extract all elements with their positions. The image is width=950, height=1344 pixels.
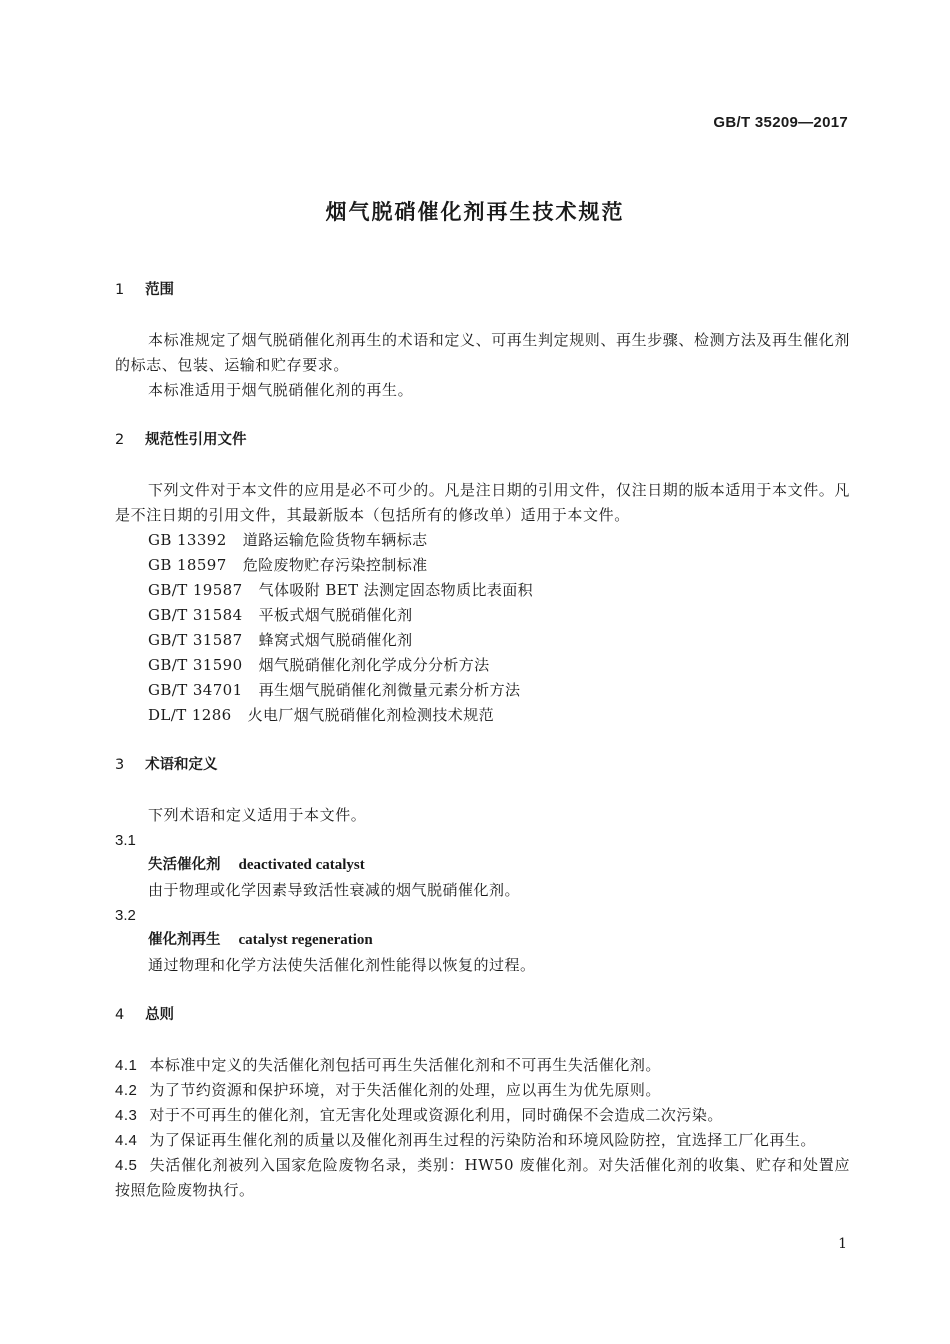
reference-code: DL/T 1286 [148,706,232,724]
reference-code: GB/T 19587 [148,581,243,599]
paragraph: 本标准适用于烟气脱硝催化剂的再生。 [148,381,414,399]
section-heading-terms-definitions [115,753,850,778]
section-number: 3 [115,757,125,773]
reference-code: GB/T 31584 [148,606,243,624]
section-number: 2 [115,432,125,448]
section-heading-normative-references [115,428,850,453]
reference-code: GB/T 31587 [148,631,243,649]
document-body [115,278,850,1203]
reference-title: 气体吸附 BET 法测定固态物质比表面积 [258,581,534,599]
section-heading-scope [115,278,850,303]
clause [115,1078,850,1103]
paragraph: 本标准规定了烟气脱硝催化剂再生的术语和定义、可再生判定规则、再生步骤、检测方法及再生催化剂的标志、包装、运输和贮存要求。 [115,331,851,374]
reference-title: 平板式烟气脱硝催化剂 [258,606,413,624]
reference-title: 烟气脱硝催化剂化学成分分析方法 [258,656,490,674]
reference-item [115,578,850,603]
reference-item [115,603,850,628]
reference-code: GB/T 31590 [148,656,243,674]
section-number: 4 [115,1007,125,1023]
document-title: 烟气脱硝催化剂再生技术规范 [325,200,625,224]
reference-code: GB/T 34701 [148,681,243,699]
reference-title: 再生烟气脱硝催化剂微量元素分析方法 [258,681,521,699]
section-title: 总则 [145,1007,175,1023]
clause-number: 4.1 [115,1057,138,1074]
paragraph: 下列文件对于本文件的应用是必不可少的。凡是注日期的引用文件，仅注日期的版本适用于本文件。凡是不注日期的引用文件，其最新版本（包括所有的修改单）适用于本文件。 [115,481,851,524]
section-number: 1 [115,282,125,298]
clause [115,1128,850,1153]
section-title: 术语和定义 [145,757,218,773]
clause-text: 对于不可再生的催化剂，宜无害化处理或资源化利用，同时确保不会造成二次污染。 [149,1106,723,1124]
term-number: 3.1 [115,832,136,849]
clause [115,1053,850,1078]
section-title: 范围 [145,282,175,298]
reference-item [115,553,850,578]
term-title [115,853,850,878]
clause-text: 本标准中定义的失活催化剂包括可再生失活催化剂和不可再生失活催化剂。 [149,1056,661,1074]
clause-number: 4.2 [115,1082,138,1099]
clause-number: 4.3 [115,1107,138,1124]
section-title: 规范性引用文件 [145,432,247,448]
page-number: 1 [838,1236,847,1252]
term-chinese: 催化剂再生 [148,932,221,948]
term-english: catalyst regeneration [238,932,373,948]
clause-number: 4.5 [115,1157,138,1174]
reference-code: GB 13392 [148,531,227,549]
reference-item [115,628,850,653]
clause [115,1103,850,1128]
reference-title: 蜂窝式烟气脱硝催化剂 [258,631,413,649]
section-heading-general [115,1003,850,1028]
reference-title: 危险废物贮存污染控制标准 [242,556,428,574]
reference-item [115,653,850,678]
term-chinese: 失活催化剂 [148,857,221,873]
clause-number: 4.4 [115,1132,138,1149]
term-number: 3.2 [115,907,136,924]
term-title [115,928,850,953]
reference-item [115,528,850,553]
clause [115,1153,850,1203]
term-english: deactivated catalyst [238,857,365,873]
reference-code: GB 18597 [148,556,227,574]
clause-text: 失活催化剂被列入国家危险废物名录，类别：HW50 废催化剂。对失活催化剂的收集、贮存和处置应按照危险废物执行。 [115,1156,850,1199]
paragraph: 下列术语和定义适用于本文件。 [148,806,367,824]
term-definition: 由于物理或化学因素导致活性衰减的烟气脱硝催化剂。 [148,881,521,899]
clause-text: 为了节约资源和保护环境，对于失活催化剂的处理，应以再生为优先原则。 [149,1081,661,1099]
standard-code: GB/T 35209—2017 [713,114,848,131]
reference-item [115,678,850,703]
reference-title: 道路运输危险货物车辆标志 [242,531,428,549]
reference-item [115,703,850,728]
term-definition: 通过物理和化学方法使失活催化剂性能得以恢复的过程。 [148,956,536,974]
clause-text: 为了保证再生催化剂的质量以及催化剂再生过程的污染防治和环境风险防控，宜选择工厂化再生。 [149,1131,816,1149]
reference-title: 火电厂烟气脱硝催化剂检测技术规范 [247,706,494,724]
